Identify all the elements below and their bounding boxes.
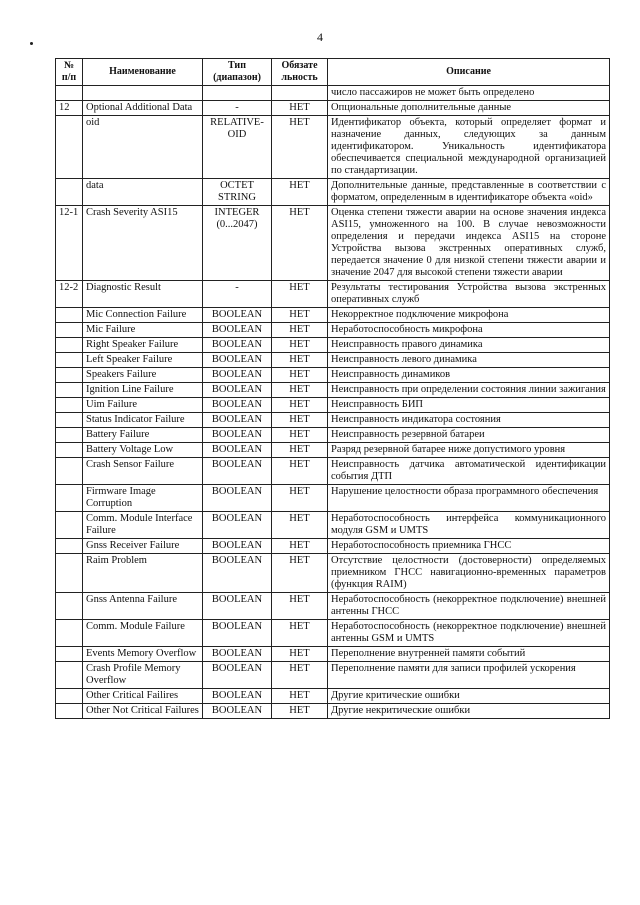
- cell-type: BOOLEAN: [203, 338, 272, 353]
- cell-mandatory: НЕТ: [272, 689, 328, 704]
- cell-type: BOOLEAN: [203, 428, 272, 443]
- cell-num: [56, 647, 83, 662]
- table-row: [56, 443, 610, 458]
- cell-mandatory: НЕТ: [272, 443, 328, 458]
- cell-description: Опциональные дополнительные данные: [328, 101, 610, 116]
- cell-type: -: [203, 281, 272, 308]
- cell-mandatory: НЕТ: [272, 206, 328, 281]
- cell-name: Events Memory Overflow: [83, 647, 203, 662]
- cell-num: [56, 323, 83, 338]
- cell-num: [56, 86, 83, 101]
- cell-description: Неисправность правого динамика: [328, 338, 610, 353]
- table-row: [56, 86, 610, 101]
- cell-name: Battery Failure: [83, 428, 203, 443]
- cell-num: [56, 620, 83, 647]
- cell-num: [56, 662, 83, 689]
- cell-description: Разряд резервной батарее ниже допустимого уровня: [328, 443, 610, 458]
- cell-num: [56, 704, 83, 719]
- table-row: [56, 413, 610, 428]
- cell-name: Comm. Module Interface Failure: [83, 512, 203, 539]
- cell-type: -: [203, 101, 272, 116]
- table-row: [56, 512, 610, 539]
- cell-num: [56, 413, 83, 428]
- cell-type: BOOLEAN: [203, 383, 272, 398]
- cell-num: [56, 179, 83, 206]
- cell-name: Speakers Failure: [83, 368, 203, 383]
- cell-name: Raim Problem: [83, 554, 203, 593]
- cell-type: BOOLEAN: [203, 398, 272, 413]
- cell-num: [56, 308, 83, 323]
- cell-type: BOOLEAN: [203, 368, 272, 383]
- cell-type: BOOLEAN: [203, 647, 272, 662]
- cell-mandatory: НЕТ: [272, 704, 328, 719]
- cell-name: Left Speaker Failure: [83, 353, 203, 368]
- cell-num: [56, 353, 83, 368]
- cell-type: RELATIVE-OID: [203, 116, 272, 179]
- cell-num: [56, 593, 83, 620]
- cell-mandatory: НЕТ: [272, 353, 328, 368]
- cell-mandatory: НЕТ: [272, 662, 328, 689]
- cell-name: Other Critical Failires: [83, 689, 203, 704]
- cell-description: Результаты тестирования Устройства вызова экстренных оперативных служб: [328, 281, 610, 308]
- cell-mandatory: НЕТ: [272, 383, 328, 398]
- cell-name: Firmware Image Corruption: [83, 485, 203, 512]
- cell-type: BOOLEAN: [203, 512, 272, 539]
- cell-mandatory: НЕТ: [272, 338, 328, 353]
- cell-description: Некорректное подключение микрофона: [328, 308, 610, 323]
- cell-description: Неработоспособность (некорректное подключение) внешней антенны GSM и UMTS: [328, 620, 610, 647]
- cell-mandatory: НЕТ: [272, 179, 328, 206]
- header-name: Наименование: [83, 59, 203, 86]
- cell-type: BOOLEAN: [203, 620, 272, 647]
- table-row: [56, 458, 610, 485]
- table-row: [56, 206, 610, 281]
- cell-name: Ignition Line Failure: [83, 383, 203, 398]
- table-row: [56, 368, 610, 383]
- cell-name: Crash Profile Memory Overflow: [83, 662, 203, 689]
- cell-mandatory: НЕТ: [272, 620, 328, 647]
- cell-name: Other Not Critical Failures: [83, 704, 203, 719]
- cell-mandatory: НЕТ: [272, 101, 328, 116]
- cell-description: Неисправность индикатора состояния: [328, 413, 610, 428]
- cell-description: Переполнение внутренней памяти событий: [328, 647, 610, 662]
- cell-name: Gnss Antenna Failure: [83, 593, 203, 620]
- cell-name: Mic Connection Failure: [83, 308, 203, 323]
- cell-num: 12: [56, 101, 83, 116]
- cell-type: BOOLEAN: [203, 323, 272, 338]
- cell-mandatory: НЕТ: [272, 512, 328, 539]
- cell-description: Неработоспособность микрофона: [328, 323, 610, 338]
- cell-name: Crash Severity ASI15: [83, 206, 203, 281]
- cell-num: [56, 398, 83, 413]
- cell-num: [56, 512, 83, 539]
- cell-name: Comm. Module Failure: [83, 620, 203, 647]
- table-row: [56, 554, 610, 593]
- cell-description: Неработоспособность приемника ГНСС: [328, 539, 610, 554]
- cell-type: BOOLEAN: [203, 413, 272, 428]
- cell-type: BOOLEAN: [203, 485, 272, 512]
- table-row: [56, 101, 610, 116]
- cell-num: [56, 428, 83, 443]
- cell-num: [56, 458, 83, 485]
- cell-description: Неисправность резервной батареи: [328, 428, 610, 443]
- table-row: [56, 338, 610, 353]
- cell-num: [56, 443, 83, 458]
- cell-type: BOOLEAN: [203, 593, 272, 620]
- cell-mandatory: НЕТ: [272, 458, 328, 485]
- table-row: [56, 428, 610, 443]
- table-row: [56, 116, 610, 179]
- table-row: [56, 689, 610, 704]
- cell-num: [56, 338, 83, 353]
- cell-type: [203, 86, 272, 101]
- cell-name: Mic Failure: [83, 323, 203, 338]
- cell-type: BOOLEAN: [203, 704, 272, 719]
- cell-name: data: [83, 179, 203, 206]
- cell-mandatory: НЕТ: [272, 413, 328, 428]
- cell-num: [56, 485, 83, 512]
- cell-num: 12-1: [56, 206, 83, 281]
- cell-name: Status Indicator Failure: [83, 413, 203, 428]
- cell-description: Другие критические ошибки: [328, 689, 610, 704]
- cell-description: Нарушение целостности образа программного обеспечения: [328, 485, 610, 512]
- cell-type: BOOLEAN: [203, 554, 272, 593]
- cell-mandatory: НЕТ: [272, 539, 328, 554]
- cell-mandatory: НЕТ: [272, 485, 328, 512]
- cell-num: 12-2: [56, 281, 83, 308]
- cell-num: [56, 554, 83, 593]
- cell-type: BOOLEAN: [203, 662, 272, 689]
- cell-name: Crash Sensor Failure: [83, 458, 203, 485]
- specification-table: [55, 58, 610, 719]
- table-row: [56, 485, 610, 512]
- cell-description: Неисправность левого динамика: [328, 353, 610, 368]
- table-header-row: [56, 59, 610, 86]
- table-row: [56, 620, 610, 647]
- header-mandatory: Обязате льность: [272, 59, 328, 86]
- cell-mandatory: НЕТ: [272, 428, 328, 443]
- cell-description: Другие некритические ошибки: [328, 704, 610, 719]
- table-row: [56, 593, 610, 620]
- table-row: [56, 704, 610, 719]
- cell-description: Неработоспособность интерфейса коммуникационного модуля GSM и UMTS: [328, 512, 610, 539]
- cell-mandatory: НЕТ: [272, 281, 328, 308]
- cell-description: Неисправность динамиков: [328, 368, 610, 383]
- cell-name: Gnss Receiver Failure: [83, 539, 203, 554]
- table-row: [56, 662, 610, 689]
- table-row: [56, 647, 610, 662]
- table-row: [56, 398, 610, 413]
- table-body: [56, 86, 610, 719]
- cell-mandatory: НЕТ: [272, 368, 328, 383]
- cell-mandatory: НЕТ: [272, 398, 328, 413]
- page-number: 4: [317, 30, 323, 44]
- cell-type: BOOLEAN: [203, 539, 272, 554]
- cell-mandatory: [272, 86, 328, 101]
- cell-name: Diagnostic Result: [83, 281, 203, 308]
- table-row: [56, 281, 610, 308]
- cell-name: Battery Voltage Low: [83, 443, 203, 458]
- cell-mandatory: НЕТ: [272, 323, 328, 338]
- header-description: Описание: [328, 59, 610, 86]
- cell-type: BOOLEAN: [203, 308, 272, 323]
- cell-description: Неисправность при определении состояния линии зажигания: [328, 383, 610, 398]
- cell-description: Неработоспособность (некорректное подключение) внешней антенны ГНСС: [328, 593, 610, 620]
- table-row: [56, 323, 610, 338]
- header-num: № п/п: [56, 59, 83, 86]
- cell-mandatory: НЕТ: [272, 647, 328, 662]
- table-row: [56, 353, 610, 368]
- cell-type: INTEGER (0...2047): [203, 206, 272, 281]
- cell-num: [56, 368, 83, 383]
- cell-type: OCTET STRING: [203, 179, 272, 206]
- cell-mandatory: НЕТ: [272, 593, 328, 620]
- cell-description: Идентификатор объекта, который определяет формат и назначение данных, следующих за данным идентификатором. Уникальность идентификатора обеспечивается специальной международной организацией по стандартизации.: [328, 116, 610, 179]
- cell-description: число пассажиров не может быть определено: [328, 86, 610, 101]
- cell-description: Отсутствие целостности (достоверности) определяемых приемником ГНСС навигационно-временных параметров (функция RAIM): [328, 554, 610, 593]
- cell-name: Optional Additional Data: [83, 101, 203, 116]
- cell-type: BOOLEAN: [203, 689, 272, 704]
- cell-num: [56, 539, 83, 554]
- header-type: Тип (диапазон): [203, 59, 272, 86]
- cell-num: [56, 689, 83, 704]
- table-row: [56, 179, 610, 206]
- cell-mandatory: НЕТ: [272, 116, 328, 179]
- cell-num: [56, 383, 83, 398]
- cell-type: BOOLEAN: [203, 443, 272, 458]
- cell-name: [83, 86, 203, 101]
- cell-description: Неисправность датчика автоматической идентификации события ДТП: [328, 458, 610, 485]
- cell-name: Right Speaker Failure: [83, 338, 203, 353]
- cell-description: Оценка степени тяжести аварии на основе значения индекса ASI15, умноженного на 100. В случае невозможности определения и передачи индекса ASI15 на стороне Устройства вызова экстренных оперативных служб, передается значение 0 для низкой степени тяжести аварии и значение 2047 для высокой степени тяжести аварии: [328, 206, 610, 281]
- cell-name: oid: [83, 116, 203, 179]
- cell-mandatory: НЕТ: [272, 308, 328, 323]
- cell-type: BOOLEAN: [203, 458, 272, 485]
- cell-mandatory: НЕТ: [272, 554, 328, 593]
- cell-type: BOOLEAN: [203, 353, 272, 368]
- cell-num: [56, 116, 83, 179]
- cell-name: Uim Failure: [83, 398, 203, 413]
- cell-description: Переполнение памяти для записи профилей ускорения: [328, 662, 610, 689]
- table-row: [56, 539, 610, 554]
- table-row: [56, 383, 610, 398]
- table-row: [56, 308, 610, 323]
- cell-description: Дополнительные данные, представленные в соответствии с форматом, определенным в идентификаторе объекта «oid»: [328, 179, 610, 206]
- cell-description: Неисправность БИП: [328, 398, 610, 413]
